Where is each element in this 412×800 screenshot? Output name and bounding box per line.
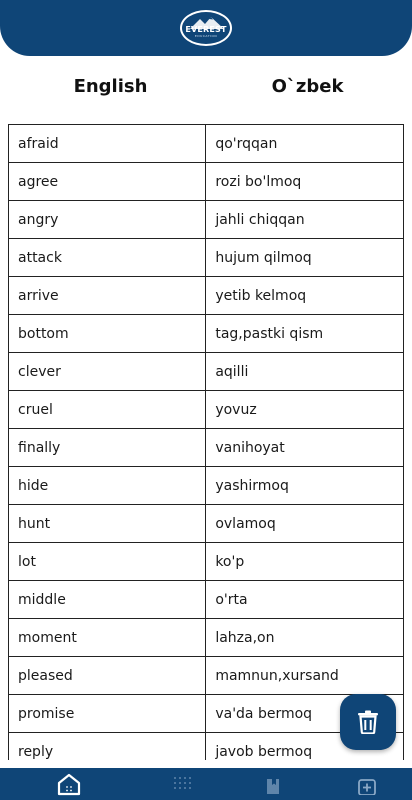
uzbek-word-cell: o'rta xyxy=(206,581,404,619)
uzbek-word-cell: qo'rqqan xyxy=(206,125,404,163)
everest-logo xyxy=(180,10,232,46)
table-row[interactable] xyxy=(9,543,404,581)
word-table-scroll[interactable] xyxy=(8,124,404,760)
english-word-cell: angry xyxy=(9,201,206,239)
table-row[interactable] xyxy=(9,239,404,277)
delete-button[interactable] xyxy=(340,694,396,750)
uzbek-word-cell: ovlamoq xyxy=(206,505,404,543)
app-header xyxy=(0,0,412,56)
uzbek-word-cell: hujum qilmoq xyxy=(206,239,404,277)
english-word-cell: clever xyxy=(9,353,206,391)
nav-add[interactable] xyxy=(342,768,392,800)
uzbek-word-cell: ko'p xyxy=(206,543,404,581)
uzbek-word-cell: yovuz xyxy=(206,391,404,429)
english-word-cell: hunt xyxy=(9,505,206,543)
grid-icon xyxy=(172,774,194,794)
english-word-cell: reply xyxy=(9,733,206,761)
table-row[interactable] xyxy=(9,315,404,353)
table-row[interactable] xyxy=(9,581,404,619)
table-row[interactable] xyxy=(9,619,404,657)
uzbek-word-cell: aqilli xyxy=(206,353,404,391)
column-headers xyxy=(0,56,412,116)
table-row[interactable] xyxy=(9,657,404,695)
column-header-uzbek: O`zbek xyxy=(271,75,344,97)
english-word-cell: attack xyxy=(9,239,206,277)
table-row[interactable] xyxy=(9,467,404,505)
uzbek-word-cell: vanihoyat xyxy=(206,429,404,467)
uzbek-word-cell: yetib kelmoq xyxy=(206,277,404,315)
english-word-cell: finally xyxy=(9,429,206,467)
english-word-cell: moment xyxy=(9,619,206,657)
english-word-cell: middle xyxy=(9,581,206,619)
english-word-cell: hide xyxy=(9,467,206,505)
nav-grid[interactable] xyxy=(158,768,208,800)
english-word-cell: arrive xyxy=(9,277,206,315)
table-row[interactable] xyxy=(9,277,404,315)
uzbek-word-cell: va'da bermoq xyxy=(206,695,404,733)
uzbek-word-cell: tag,pastki qism xyxy=(206,315,404,353)
column-header-english: English xyxy=(73,75,148,97)
table-row[interactable] xyxy=(9,353,404,391)
english-word-cell: lot xyxy=(9,543,206,581)
uzbek-word-cell: lahza,on xyxy=(206,619,404,657)
english-word-cell: promise xyxy=(9,695,206,733)
logo-text: EVEREST xyxy=(185,25,227,34)
bottom-navigation xyxy=(0,768,412,800)
english-word-cell: pleased xyxy=(9,657,206,695)
uzbek-word-cell: jahli chiqqan xyxy=(206,201,404,239)
table-row[interactable] xyxy=(9,391,404,429)
nav-home[interactable] xyxy=(44,768,94,800)
uzbek-word-cell: rozi bo'lmoq xyxy=(206,163,404,201)
uzbek-word-cell: mamnun,xursand xyxy=(206,657,404,695)
english-word-cell: bottom xyxy=(9,315,206,353)
table-row[interactable] xyxy=(9,505,404,543)
uzbek-word-cell: yashirmoq xyxy=(206,467,404,505)
table-row[interactable] xyxy=(9,429,404,467)
english-word-cell: cruel xyxy=(9,391,206,429)
uzbek-word-cell: javob bermoq xyxy=(206,733,404,761)
logo-subtext: EDUCATION xyxy=(194,34,218,38)
trash-icon xyxy=(357,710,379,734)
table-row[interactable] xyxy=(9,201,404,239)
nav-book[interactable] xyxy=(248,768,298,800)
english-word-cell: agree xyxy=(9,163,206,201)
table-row[interactable] xyxy=(9,125,404,163)
word-table xyxy=(8,124,404,760)
english-word-cell: afraid xyxy=(9,125,206,163)
table-row[interactable] xyxy=(9,163,404,201)
add-box-icon xyxy=(356,773,378,795)
book-icon xyxy=(264,773,282,795)
home-icon xyxy=(56,772,82,796)
